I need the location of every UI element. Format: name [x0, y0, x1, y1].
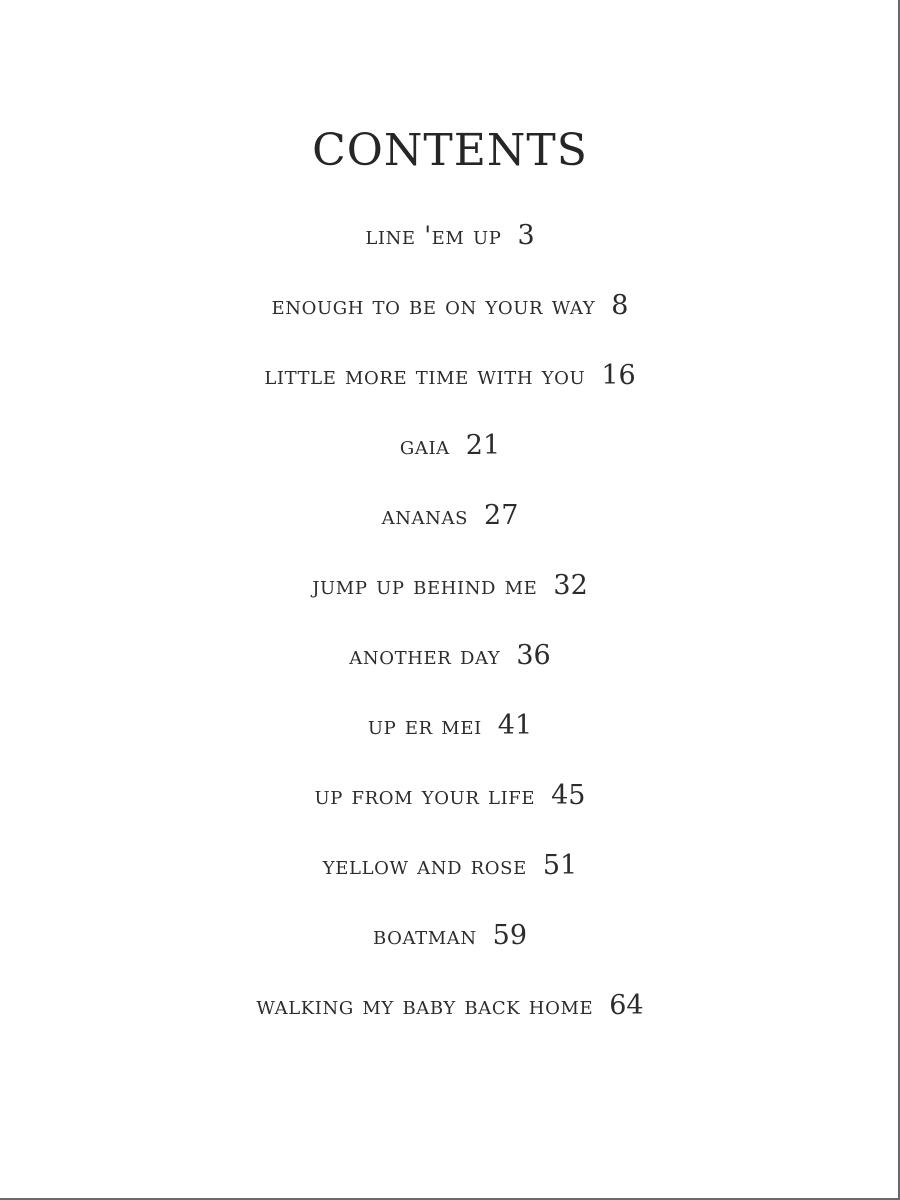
toc-page-number: 8	[611, 290, 629, 321]
toc-entry[interactable]	[0, 218, 900, 288]
page-title: CONTENTS	[312, 125, 588, 176]
toc-page-number: 27	[484, 500, 519, 531]
toc-song-title: ananas	[381, 501, 469, 530]
toc-song-title: jump up behind me	[312, 571, 538, 600]
toc-page-number: 45	[551, 780, 586, 811]
table-of-contents	[0, 218, 900, 1058]
toc-song-title: boatman	[372, 921, 477, 950]
toc-page-number: 32	[553, 570, 588, 601]
toc-song-title: enough to be on your way	[271, 291, 596, 320]
toc-page-number: 64	[609, 990, 644, 1021]
toc-song-title: up er mei	[367, 711, 482, 740]
toc-entry[interactable]	[0, 988, 900, 1058]
toc-song-title: yellow and rose	[322, 851, 527, 880]
toc-song-title: another day	[349, 641, 501, 670]
toc-entry[interactable]	[0, 918, 900, 988]
toc-entry[interactable]	[0, 848, 900, 918]
toc-entry[interactable]	[0, 708, 900, 778]
toc-page-number: 16	[601, 360, 636, 391]
toc-page-number: 59	[492, 920, 528, 951]
toc-page-number: 21	[465, 430, 501, 461]
toc-page-number: 36	[516, 640, 551, 671]
toc-page-number: 3	[517, 220, 535, 251]
toc-entry[interactable]	[0, 568, 900, 638]
toc-entry[interactable]	[0, 498, 900, 568]
toc-song-title: little more time with you	[264, 361, 586, 390]
toc-song-title: gaia	[399, 431, 450, 460]
toc-page-number: 51	[542, 850, 578, 881]
toc-entry[interactable]	[0, 638, 900, 708]
toc-song-title: up from your life	[314, 781, 536, 810]
toc-entry[interactable]	[0, 288, 900, 358]
toc-song-title: walking my baby back home	[256, 991, 594, 1020]
toc-entry[interactable]	[0, 428, 900, 498]
toc-song-title: line 'em up	[365, 221, 502, 250]
toc-entry[interactable]	[0, 358, 900, 428]
toc-entry[interactable]	[0, 778, 900, 848]
toc-page-number: 41	[497, 710, 533, 741]
